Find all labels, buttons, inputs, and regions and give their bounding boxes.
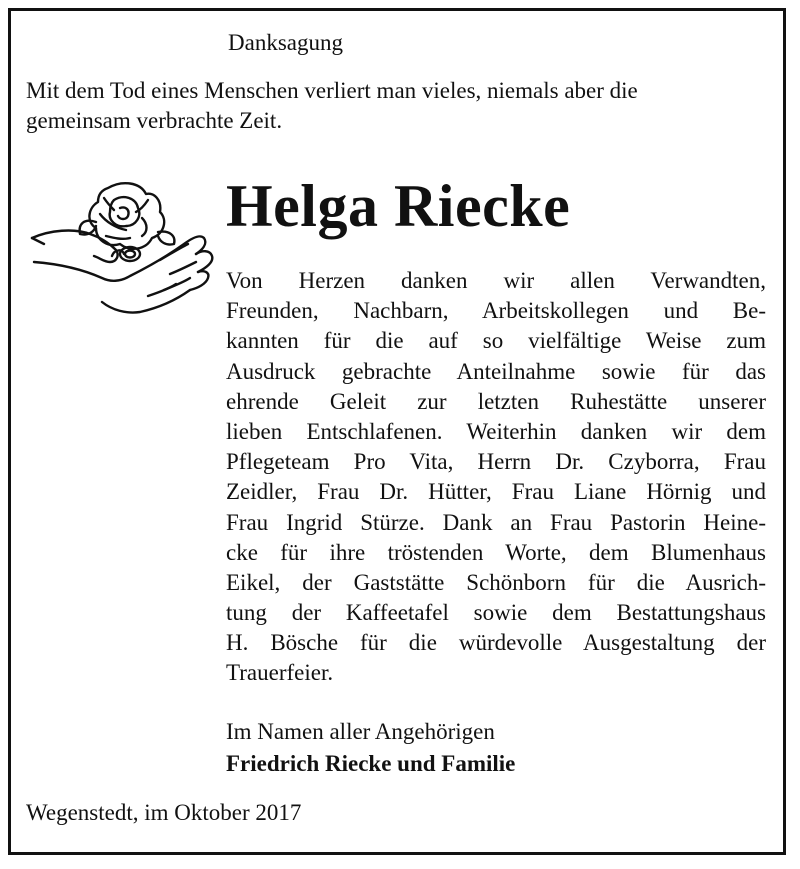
thanks-line: Trauerfeier. <box>226 660 334 686</box>
intro-line: Mit dem Tod eines Menschen verliert man vieles, niemals aber die <box>26 78 638 103</box>
thanks-line: Von Herzen danken wir allen Verwandten, <box>226 268 766 293</box>
hands-holding-rose-icon <box>30 178 216 318</box>
thanks-line: Zeidler, Frau Dr. Hütter, Frau Liane Hörnig und <box>226 479 766 505</box>
notice-heading: Danksagung <box>228 30 343 55</box>
thanks-line: kannten für die auf so vielfältige Weise zum <box>226 328 766 354</box>
signoff-line: Im Namen aller Angehörigen <box>226 719 495 744</box>
thanks-line: Pflegeteam Pro Vita, Herrn Dr. Czyborra, Frau <box>226 449 766 475</box>
thanks-line: Eikel, der Gaststätte Schönborn für die Ausrich- <box>226 569 766 595</box>
thanks-line: lieben Entschlafenen. Weiterhin danken wir dem <box>226 418 766 444</box>
thanks-paragraph <box>226 266 766 689</box>
deceased-name: Helga Riecke <box>226 173 571 239</box>
thanks-line: H. Bösche für die würdevolle Ausgestaltung der <box>226 630 766 656</box>
thanks-line: Ausdruck gebrachte Anteilnahme sowie für das <box>226 358 766 384</box>
place-and-date: Wegenstedt, im Oktober 2017 <box>26 800 302 825</box>
thanks-line: tung der Kaffeetafel sowie dem Bestattungshaus <box>226 600 766 626</box>
intro-line: gemeinsam verbrachte Zeit. <box>26 108 283 133</box>
thanks-line: ehrende Geleit zur letzten Ruhestätte unserer <box>226 388 766 414</box>
signoff-names: Friedrich Riecke und Familie <box>226 751 516 776</box>
signoff <box>226 716 515 780</box>
thanks-line: Freunden, Nachbarn, Arbeitskollegen und Be- <box>226 298 766 324</box>
intro-quote <box>26 76 766 136</box>
thanks-line: Frau Ingrid Stürze. Dank an Frau Pastorin Heine- <box>226 509 766 535</box>
thanks-line: cke für ihre tröstenden Worte, dem Blumenhaus <box>226 539 766 565</box>
